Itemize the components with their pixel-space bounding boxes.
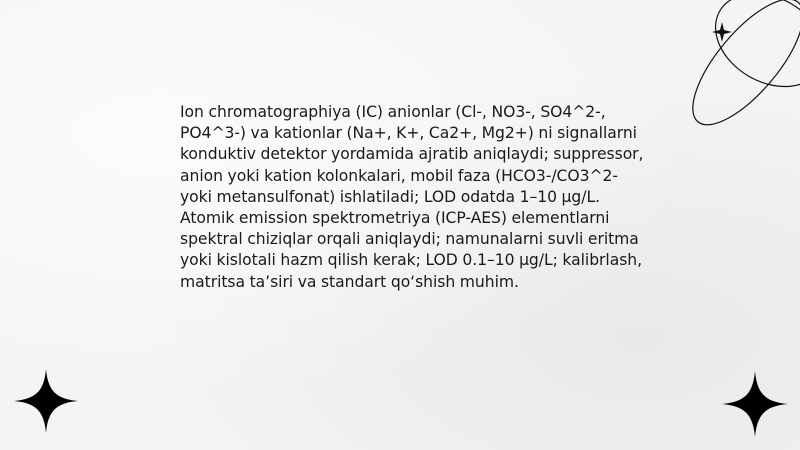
four-point-star-icon (14, 369, 78, 433)
four-point-star-icon (722, 371, 788, 437)
slide-body-text: Ion chromatographiya (IC) anionlar (Cl-, NO3-, SO4^2-, PO4^3-) va kationlar (Na+, K+, Ca2+, Mg2+) ni signallarni konduktiv detektor yordamida ajratib aniqlaydi; suppressor, anion yoki kation kolonkalari, mobil faza (HCO3-/CO3^2- yoki metansulfonat) ishlatiladi; LOD odatda 1–10 µg/L. Atomik emission spektrometriya (ICP-AES) elementlarni spektral chiziqlar orqali aniqlaydi; namunalarni suvli eritma yoki kislotali hazm qilish kerak; LOD 0.1–10 µg/L; kalibrlash, matritsa ta’siri va standart qo‘shish muhim. (180, 103, 644, 291)
orbit-rings-icon (670, 0, 800, 145)
